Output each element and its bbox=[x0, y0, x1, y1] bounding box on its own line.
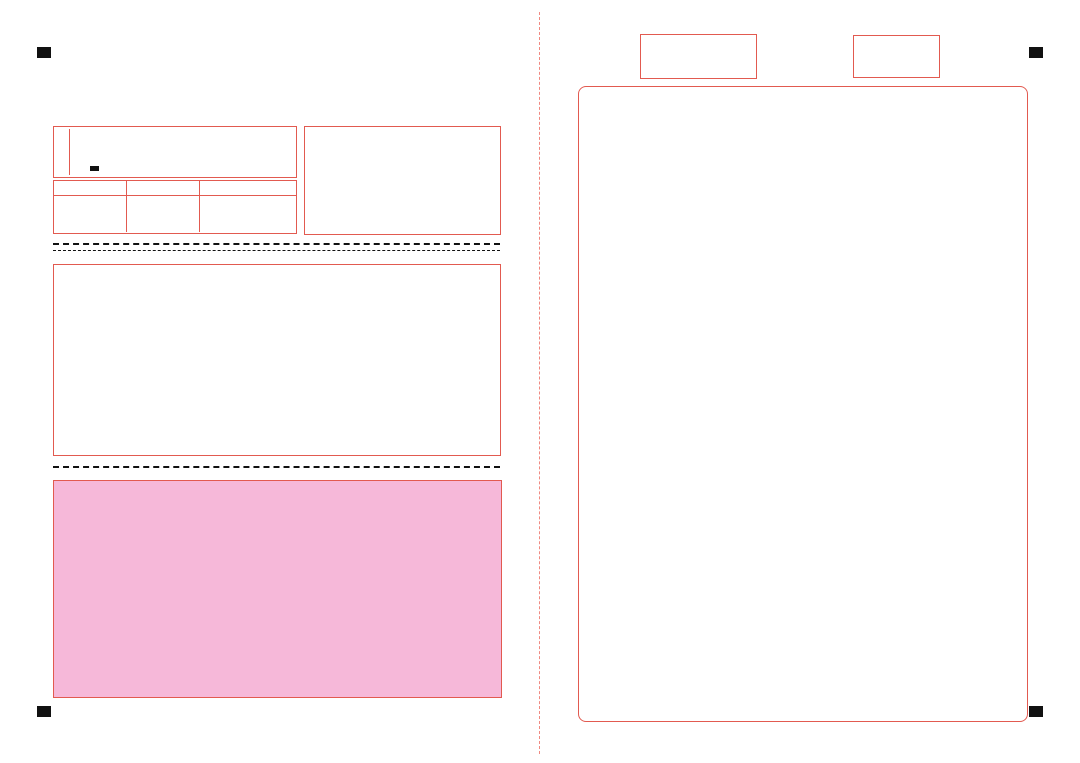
units-box bbox=[53, 180, 297, 234]
barcode-box-exam bbox=[853, 35, 940, 78]
registration-mark-top-left bbox=[37, 47, 51, 58]
separator-dashed-3 bbox=[53, 466, 500, 468]
instructions-side-label bbox=[55, 129, 70, 175]
shaded-no-answer-area bbox=[53, 480, 502, 698]
units-row-divider bbox=[53, 195, 296, 196]
separator-dashed-1 bbox=[53, 243, 500, 245]
essay-writing-grid[interactable] bbox=[594, 106, 1012, 702]
correct-fill-example bbox=[86, 165, 99, 172]
registration-mark-bottom-right bbox=[1029, 706, 1043, 717]
registration-mark-bottom-left bbox=[37, 706, 51, 717]
exam-id-write-cells bbox=[305, 127, 499, 141]
registration-mark-top-right bbox=[1029, 47, 1043, 58]
part1-answer-grid bbox=[58, 292, 498, 452]
units-col-divider-2 bbox=[199, 180, 200, 232]
fold-line bbox=[539, 12, 540, 754]
exam-id-bubbles bbox=[305, 154, 499, 233]
separator-dashed-2 bbox=[53, 250, 500, 251]
units-col-divider-1 bbox=[126, 180, 127, 232]
barcode-box-candidate bbox=[640, 34, 757, 79]
